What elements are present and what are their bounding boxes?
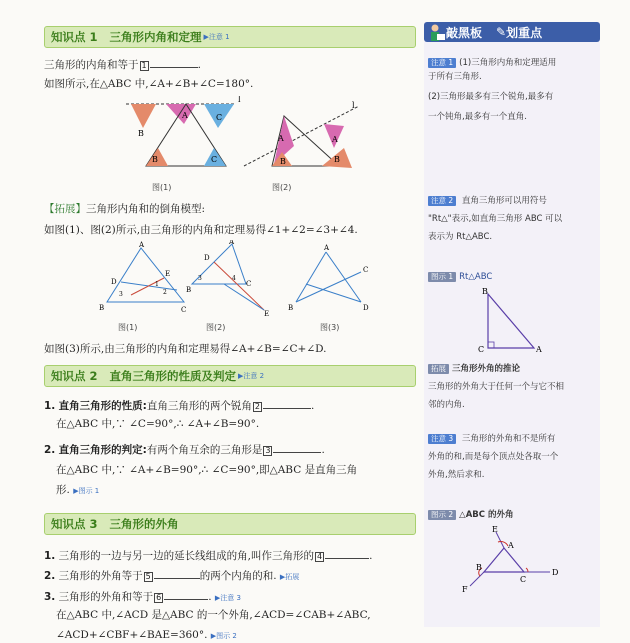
s2-p1-line2: 在△ABC 中,∵ ∠C=90°,∴ ∠A+∠B=90°. (56, 418, 260, 430)
note-3-link[interactable]: ▶注意 3 (214, 594, 241, 602)
ext-line-bf (470, 572, 484, 586)
section-1-title: 三角形内角和定理 (109, 30, 202, 44)
fa-D: D (111, 278, 117, 286)
exterior-angle-figure (462, 524, 572, 594)
s2-p2-num: 2. (44, 444, 56, 456)
label-B2: B (152, 155, 158, 164)
fb-A: A (229, 240, 235, 246)
section-2-note-link[interactable]: ▶注意 2 (238, 372, 265, 380)
fb-3: 3 (198, 275, 202, 282)
extension-side-line1: 三角形的外角大于任何一个与它不相 (428, 382, 565, 392)
note-1-tag: 注意 1 (428, 58, 456, 68)
answer-blank-4[interactable] (325, 547, 369, 559)
rt-B: B (482, 287, 488, 296)
s2-p2-line3 (56, 483, 99, 498)
sidebar-header (424, 22, 600, 42)
fa-1: 1 (155, 281, 159, 288)
blank-number-4: 4 (316, 552, 323, 561)
s3-p1-num: 1. (44, 550, 56, 562)
note-2-line3: 表示为 Rt△ABC. (428, 232, 493, 242)
arc-c (526, 568, 528, 572)
note-2-tag: 注意 2 (428, 196, 456, 206)
blank-number-1: 1 (141, 61, 147, 70)
s2-p2-bold: 直角三角形的判定: (58, 444, 147, 456)
note-1-line1: (1)三角形内角和定理适用 (459, 58, 557, 68)
s2-p2-end: . (321, 444, 325, 456)
note-3-line3: 外角,然后求和. (428, 470, 485, 480)
section-3-title: 三角形的外角 (109, 517, 179, 531)
extension-side-line2: 邻的内角. (428, 400, 465, 410)
label-A1: A (182, 111, 188, 120)
answer-blank-3[interactable] (273, 441, 321, 453)
s3-p2 (44, 567, 299, 584)
answer-blank-6[interactable] (164, 588, 208, 600)
s3-p2-text2: 的两个内角的和. (199, 570, 277, 582)
fb-4: 4 (232, 275, 236, 282)
ext-line-ea (496, 532, 504, 548)
label-C1: C (216, 113, 223, 122)
s3-p3-line3 (56, 628, 237, 643)
fb-C: C (246, 280, 252, 288)
rt-C: C (478, 345, 485, 354)
fa-C: C (181, 306, 187, 314)
sidebar-title-1: 敲黑板 (446, 25, 483, 40)
side-note-3 (428, 432, 598, 482)
s3-p3-num: 3. (44, 591, 56, 603)
s2-p1-end: . (310, 400, 315, 412)
rt-A: A (536, 345, 542, 354)
side-figure-2-title (428, 508, 598, 522)
figC-caption: 图(3) (320, 323, 340, 332)
fa-B: B (99, 304, 105, 312)
note-3-tag: 注意 3 (428, 434, 456, 444)
right-triangle-figure (474, 286, 554, 358)
triangle-figure-2 (234, 96, 364, 178)
ext-A: A (508, 541, 514, 550)
figB-caption: 图(2) (206, 323, 226, 332)
label-C2: C (211, 155, 218, 164)
note-3-line2: 外角的和,而是每个顶点处各取一个 (428, 452, 559, 462)
s3-p3-text: 三角形的外角和等于 (58, 591, 154, 603)
fig-a-red-line (131, 278, 164, 295)
s3-p1-text: 三角形的一边与另一边的延长线组成的角,叫作三角形的 (58, 550, 314, 562)
ext-F: F (462, 585, 468, 594)
fa-2: 2 (163, 289, 167, 296)
label-l2: l (352, 101, 355, 110)
section-1-number: 知识点 1 (51, 30, 98, 44)
s3-p3-line2: 在△ABC 中,∠ACD 是△ABC 的一个外角,∠ACD=∠CAB+∠ABC, (56, 609, 371, 621)
figA-caption: 图(1) (118, 323, 138, 332)
blank-number-2: 2 (254, 402, 260, 411)
label-A3: A (332, 135, 338, 144)
ext-E: E (492, 525, 498, 534)
fb-B: B (186, 286, 192, 294)
s3-p2-text: 三角形的外角等于 (58, 570, 143, 582)
extension-text: 三角形内角和的倒角模型: (86, 203, 206, 215)
s3-p2-num: 2. (44, 570, 56, 582)
fig-b-red-line (214, 262, 264, 310)
fig-c-l3 (296, 272, 361, 302)
fig-c-l2 (326, 252, 361, 302)
s1-ext-line3: 如图(3)所示,由三角形的内角和定理易得∠A+∠B=∠C+∠D. (44, 343, 327, 355)
label-B4: B (334, 155, 340, 164)
section-2-header (44, 365, 416, 387)
rt-triangle (488, 294, 534, 348)
s2-p2-line2: 在△ABC 中,∵ ∠A+∠B=90°,∴ ∠C=90°,即△ABC 是直角三角 (56, 464, 358, 476)
label-B1: B (138, 129, 144, 138)
s3-p1 (44, 547, 372, 563)
fc-D: D (363, 304, 369, 312)
answer-blank-2[interactable] (263, 397, 311, 409)
ext-triangle (484, 548, 524, 572)
sidebar-title-2: 划重点 (506, 25, 543, 40)
s2-p1-bold: 直角三角形的性质: (58, 400, 147, 412)
note-3-line1: 三角形的外角和不是所有 (461, 434, 556, 444)
s2-p1 (44, 397, 314, 413)
fa-3: 3 (119, 291, 123, 298)
s3-p1-end: . (369, 550, 373, 562)
s1-line1: 三角形的内角和等于 1 . (44, 56, 201, 72)
s2-p2-text: 有两个角互余的三角形是 (146, 444, 263, 456)
blank-number-5: 5 (145, 572, 151, 581)
label-l: l (238, 96, 241, 104)
section-2-number: 知识点 2 (51, 369, 98, 383)
triangle-figure-1 (126, 96, 246, 178)
section-3-header (44, 513, 416, 535)
side-figure-1-title (428, 270, 598, 284)
s1-line1-text: 三角形的内角和等于 (44, 59, 139, 71)
answer-blank-5[interactable] (154, 567, 200, 579)
angle-model-figure-1 (99, 240, 192, 318)
fig-b-line (224, 284, 264, 310)
section-2-title: 直角三角形的性质及判定 (109, 369, 237, 383)
figure-1-tag: 图示 1 (428, 272, 456, 282)
section-1-note-link[interactable]: ▶注意 1 (203, 33, 230, 41)
fc-C: C (363, 266, 369, 274)
s1-ext-line2: 如图(1)、图(2)所示,由三角形的内角和定理易得∠1+∠2=∠3+∠4. (44, 224, 358, 236)
s3-p3 (44, 588, 241, 605)
fc-A: A (324, 244, 330, 252)
corner-a-copy (166, 104, 196, 124)
section-3-number: 知识点 3 (51, 517, 98, 531)
fa-A: A (139, 241, 145, 249)
sidebar-key-points (424, 22, 600, 627)
answer-blank-1[interactable] (150, 56, 198, 68)
extension-link[interactable]: ▶拓展 (279, 573, 300, 581)
extension-side-title: 三角形外角的推论 (452, 364, 521, 374)
note-2-line1: 直角三角形可以用符号 (461, 196, 547, 206)
s2-p1-text: 直角三角形的两个锐角 (146, 400, 252, 412)
ext-D: D (552, 568, 559, 577)
side-note-1 (428, 56, 598, 124)
pencil-icon: ✎ (496, 25, 507, 39)
label-B3: B (280, 157, 286, 166)
figure-2-title: △ABC 的外角 (459, 510, 514, 520)
angle-model-figure-3 (286, 240, 376, 318)
teacher-icon (424, 22, 446, 42)
blank-number-6: 6 (156, 593, 162, 602)
label-A2: A (278, 134, 284, 143)
fb-D: D (204, 254, 210, 262)
s1-extension (44, 202, 205, 216)
fa-E: E (165, 270, 171, 278)
side-note-2 (428, 194, 598, 244)
s2-p1-num: 1. (44, 400, 56, 412)
s2-p2 (44, 441, 325, 457)
corner-b-copy (131, 104, 156, 128)
fig2-caption: 图(2) (272, 183, 292, 192)
ext-C: C (520, 575, 527, 584)
fc-B: B (288, 304, 294, 312)
fig-c-l1 (296, 252, 326, 302)
right-angle-mark (488, 342, 494, 348)
angle-model-figure-2 (184, 240, 279, 318)
section-1-header (44, 26, 416, 48)
ext-B: B (476, 563, 482, 572)
side-extension (428, 362, 598, 412)
extension-side-tag: 拓展 (428, 364, 449, 374)
note-1-line2: 于所有三角形. (428, 72, 482, 82)
s3-p3-end: . (208, 591, 212, 603)
fig-c-l4 (306, 284, 361, 302)
s1-line2: 如图所示,在△ABC 中,∠A+∠B+∠C=180°. (44, 78, 254, 90)
figure-1-link[interactable]: ▶图示 1 (73, 487, 100, 495)
extension-tag: 【拓展】 (44, 203, 86, 215)
note-2-line2: "Rt△"表示,如直角三角形 ABC 可以 (428, 214, 563, 224)
fb-E: E (264, 310, 270, 318)
s2-p2-line3-text: 形. (56, 484, 70, 496)
note-1-line3: (2)三角形最多有三个锐角,最多有 (428, 92, 554, 102)
figure-2-tag: 图示 2 (428, 510, 456, 520)
blank-number-3: 3 (265, 446, 271, 455)
figure-2-link[interactable]: ▶图示 2 (210, 632, 237, 640)
figure-1-title: Rt△ABC (459, 272, 493, 282)
fig1-caption: 图(1) (152, 183, 172, 192)
note-1-line4: 一个钝角,最多有一个直角. (428, 112, 527, 122)
s3-p3-line3-text: ∠ACD+∠CBF+∠BAE=360°. (56, 629, 208, 641)
